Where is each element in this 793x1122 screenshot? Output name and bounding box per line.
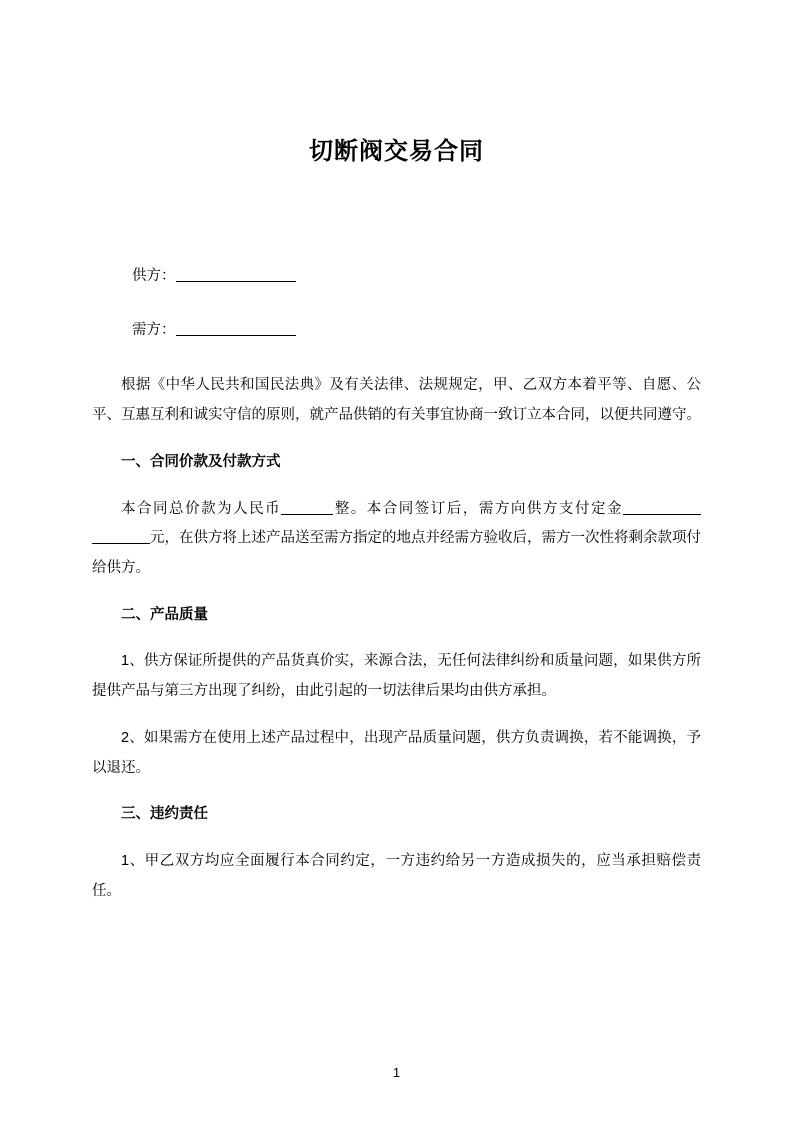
section-heading-3: 三、违约责任 <box>121 806 208 823</box>
buyer-blank[interactable] <box>176 335 296 336</box>
supplier-line <box>92 263 701 289</box>
deposit-blank-1[interactable] <box>623 514 701 515</box>
section-heading-1: 一、合同价款及付款方式 <box>121 453 281 470</box>
price-text-post: 元，在供方将上述产品送至需方指定的地点并经需方验收后，需方一次性将剩余款项付给供方。 <box>92 530 701 576</box>
preamble-paragraph: 根据《中华人民共和国民法典》及有关法律、法规规定，甲、乙双方本着平等、自愿、公平、互惠互利和诚实守信的原则，就产品供销的有关事宜协商一致订立本合同，以便共同遵守。 <box>92 377 701 424</box>
supplier-label: 供方： <box>132 268 176 285</box>
section-heading-2: 二、产品质量 <box>121 606 208 623</box>
quality-item-1: 1、供方保证所提供的产品货真价实，来源合法，无任何法律纠纷和质量问题，如果供方所提供产品与第三方出现了纠纷，由此引起的一切法律后果均由供方承担。 <box>92 653 701 700</box>
total-price-blank[interactable] <box>281 514 333 515</box>
deposit-blank-2[interactable] <box>92 543 150 544</box>
price-text-mid: 整。本合同签订后，需方向供方支付定金 <box>333 500 623 517</box>
price-text-pre: 本合同总价款为人民币 <box>121 500 282 517</box>
supplier-blank[interactable] <box>176 281 296 282</box>
breach-item-1: 1、甲乙双方均应全面履行本合同约定，一方违约给另一方造成损失的，应当承担赔偿责任。 <box>92 853 701 899</box>
buyer-label: 需方： <box>132 322 176 339</box>
page-title: 切断阀交易合同 <box>309 138 484 165</box>
document-body <box>0 263 793 906</box>
page-number: 1 <box>392 1065 401 1080</box>
quality-item-2: 2、如果需方在使用上述产品过程中，出现产品质量问题，供方负责调换，若不能调换，予以退还。 <box>92 729 701 776</box>
price-payment-paragraph <box>92 495 701 584</box>
buyer-line <box>92 317 701 343</box>
